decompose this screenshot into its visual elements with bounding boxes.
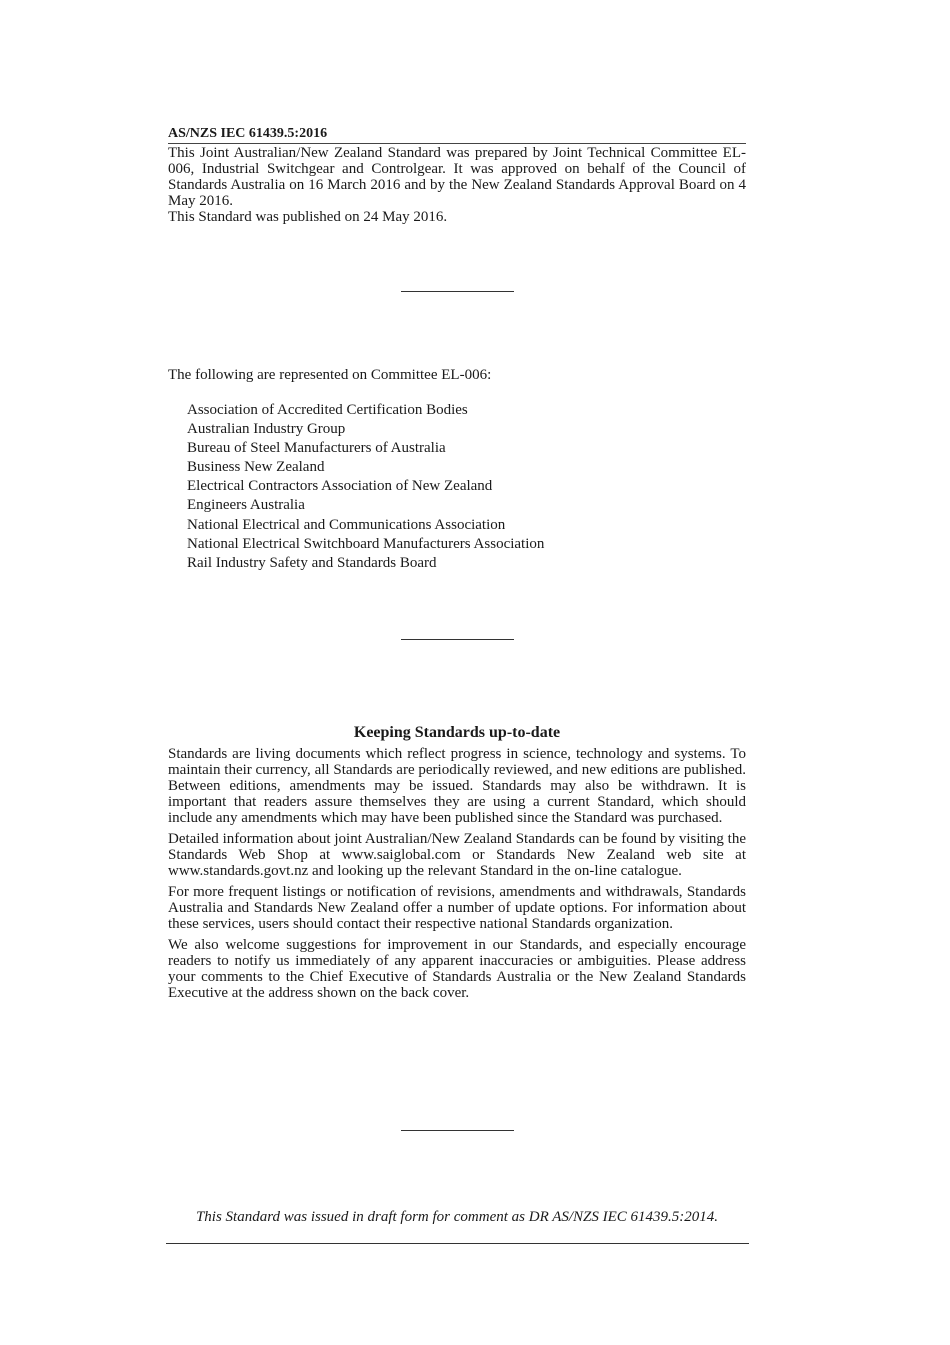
committee-member: Australian Industry Group xyxy=(187,421,346,438)
committee-member: National Electrical and Communications Association xyxy=(187,516,506,533)
committee-member: Business New Zealand xyxy=(187,459,325,476)
publication-statement: This Standard was published on 24 May 2016. xyxy=(168,209,448,225)
committee-member-list xyxy=(187,401,544,573)
draft-note: This Standard was issued in draft form for comment as DR AS/NZS IEC 61439.5:2014. xyxy=(195,1209,719,1225)
keeping-standards-section xyxy=(168,723,746,1006)
section-paragraph: Detailed information about joint Australian/New Zealand Standards can be found by visiting the Standards Web Shop at www.saiglobal.com or Standards New Zealand web site at www.standards.govt.nz and looking up the relevant Standard in the on-line catalogue. xyxy=(168,831,746,879)
section-divider xyxy=(401,291,514,292)
section-divider xyxy=(401,1130,514,1131)
standard-header xyxy=(168,126,746,225)
footer-rule xyxy=(166,1243,749,1244)
section-paragraph: We also welcome suggestions for improvement in our Standards, and especially encourage readers to notify us immediately of any apparent inaccuracies or ambiguities. Please address your comments to the Chief Executive of Standards Australia or the New Zealand Standards Executive at the address shown on the back cover. xyxy=(168,937,746,1001)
committee-intro: The following are represented on Committee EL-006: xyxy=(168,367,492,383)
committee-member: National Electrical Switchboard Manufacturers Association xyxy=(187,535,545,552)
section-heading: Keeping Standards up-to-date xyxy=(353,724,561,741)
committee-member: Rail Industry Safety and Standards Board xyxy=(187,554,437,571)
standard-id: AS/NZS IEC 61439.5:2016 xyxy=(168,126,746,144)
section-divider xyxy=(401,639,514,640)
committee-member: Engineers Australia xyxy=(187,497,305,514)
section-paragraph: Standards are living documents which reflect progress in science, technology and systems. To maintain their currency, all Standards are periodically reviewed, and new editions are published. Between editions, amendments may be issued. Standards may also be withdrawn. It is important that readers assure themselves they are using a current Standard, which should include any amendments which may have been published since the Standard was purchased. xyxy=(168,746,746,826)
section-paragraph: For more frequent listings or notification of revisions, amendments and withdrawals, Standards Australia and Standards New Zealand offer a number of update options. For information about these services, users should contact their respective national Standards organization. xyxy=(168,884,746,932)
committee-member: Bureau of Steel Manufacturers of Australia xyxy=(187,440,446,457)
preparation-statement: This Joint Australian/New Zealand Standard was prepared by Joint Technical Committee EL-006, Industrial Switchgear and Controlgear. It was approved on behalf of the Council of Standards Australia on 16 March 2016 and by the New Zealand Standards Approval Board on 4 May 2016. xyxy=(168,145,746,209)
committee-member: Electrical Contractors Association of New Zealand xyxy=(187,478,493,495)
committee-member: Association of Accredited Certification Bodies xyxy=(187,402,468,418)
